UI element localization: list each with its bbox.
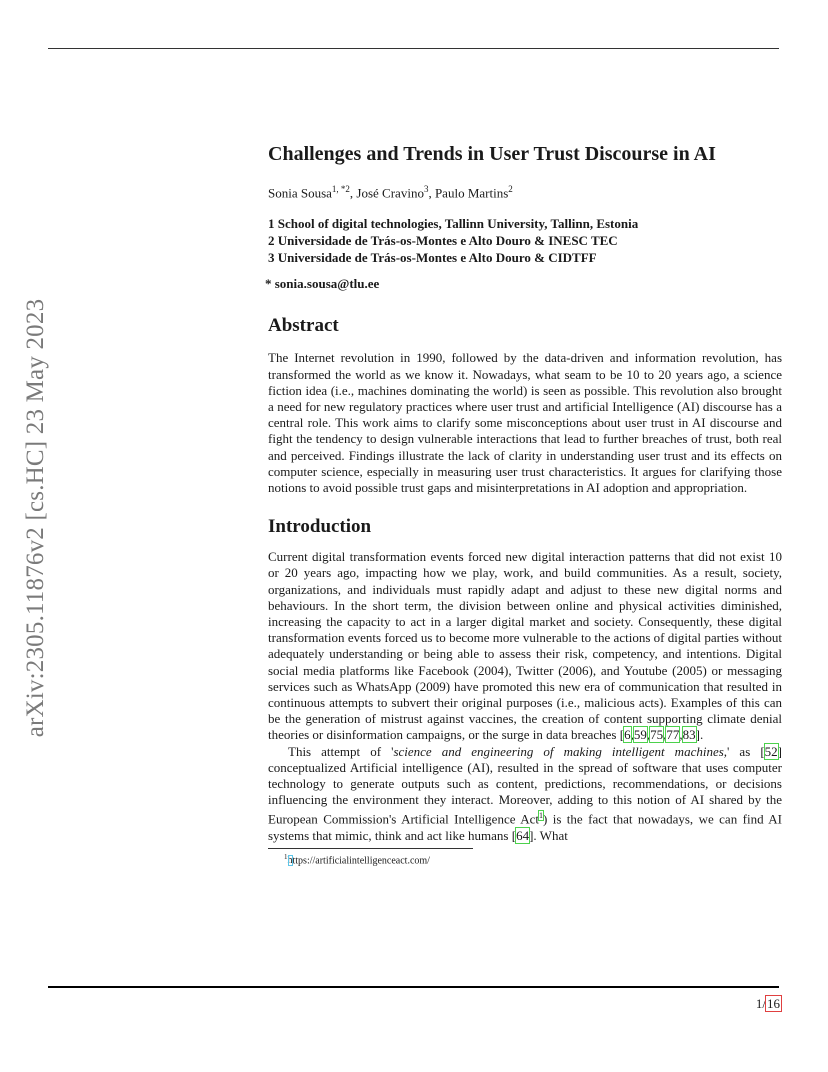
page-number (756, 996, 781, 1012)
paragraph-text: . (699, 727, 704, 743)
citation-link[interactable]: 6 (624, 727, 631, 743)
citation-link[interactable]: 77 (666, 727, 680, 743)
quoted-definition: science and engineering of making intelligent machines, (393, 743, 728, 759)
corresponding-email: * sonia.sousa@tlu.ee (265, 276, 380, 292)
paragraph-text: conceptualized Artificial intelligence (AI), resulted in the spread of software that uses computer technology to generate outputs such as content, predictions, recommendations, or decisions influencing the environment they interact. Moreover, adding to this notion of AI shared by the European Commission's Artificial Intelligence Act (268, 759, 782, 827)
footnote-url-link[interactable]: h (287, 855, 293, 867)
citation-link[interactable]: 59 (633, 727, 647, 743)
footnote (284, 851, 782, 867)
affiliation: 2 Universidade de Trás-os-Montes e Alto Douro & INESC TEC (268, 233, 618, 249)
affiliation: 1 School of digital technologies, Tallinn University, Tallinn, Estonia (268, 216, 639, 232)
author-name: Paulo Martins (434, 185, 509, 201)
intro-paragraph: Current digital transformation events forced new digital interaction patterns that did not exist 10 or 20 years ago, impacting how we play, work, and build communities. As a result, society, organizations, and individuals must rapidly adapt and adjust to these new digital norms and behaviours. In the short term, the division between online and physical activities diminished, increasing the capacity to act in a larger digital market and society. Consequently, these digital transformation events forced us to become more vulnerable to the actions of digital parties without adequately understanding or being able to assess their risk, competency, and intentions. Digital social media platforms like Facebook (2004), Twitter (2006), and Youtube (2005) or messaging services such as WhatsApp (2009) have promoted this new era of communication that resulted in continuous attempts to subvert their original purposes (i.e., malicious acts). Examples of this can be the generation of mistrust against vaccines, the creation of content supporting climate denial theories or disinformation campaigns, or the surge in data breaches [6,59,75,77,83]. (268, 549, 782, 743)
author-list: Sonia Sousa$^{1, *2}$, José Cravino$^3$, Paulo Martins$^2$ (268, 184, 513, 201)
paragraph-text: This attempt of ' (288, 743, 394, 759)
page-separator: / (762, 996, 766, 1011)
paper-content (265, 141, 782, 867)
top-rule (48, 48, 779, 49)
citation-link[interactable]: 64 (516, 827, 530, 843)
paragraph-text: Current digital transformation events forced new digital interaction patterns that did not exist 10 or 20 years ago, impacting how we play, work, and build communities. As a result, society, organizations, and individuals must rapidly adapt and adjust to these new digital norms and behaviours. In the short term, the division between online and physical activities diminished, increasing the capacity to act in a larger digital market and society. Consequently, these digital transformation events forced us to become more vulnerable to the actions of digital parties without adequately understanding or being able to assess their risk, competency, and intentions. Digital social media platforms like Facebook (2004), Twitter (2006), and Youtube (2005) or messaging services such as WhatsApp (2009) have promoted this new era of communication that resulted in continuous attempts to subvert their original purposes (i.e., malicious acts). Examples of this can be the generation of mistrust against vaccines, the creation of content supporting climate denial theories or disinformation campaigns, or the surge in data breaches (268, 549, 782, 743)
affiliation-list (268, 215, 782, 266)
author-affil-mark: 2 (508, 184, 513, 194)
page-current: 1 (755, 996, 763, 1011)
page-total-link[interactable]: 16 (767, 996, 780, 1011)
paragraph-text: . What (533, 827, 568, 843)
citation-link[interactable]: 52 (764, 743, 778, 759)
paragraph-text: ) is the fact that nowadays, we can find AI systems that mimic, think and act like humans (268, 811, 782, 843)
citation-link[interactable]: 83 (682, 727, 696, 743)
bottom-rule (48, 986, 779, 988)
author-name: José Cravino (356, 185, 424, 201)
footnote-url-text[interactable]: ttps://artificialintelligenceact.com/ (292, 855, 430, 867)
paragraph-text: ' as (727, 743, 761, 759)
citation-link[interactable]: 75 (650, 727, 664, 743)
abstract-text: The Internet revolution in 1990, followed by the data-driven and information revolution, has transformed the world as we know it. Nowadays, what seam to be 10 to 20 years ago, a science fiction idea (i.e., machines dominating the world) is seen as possible. This revolution also brought a need for new regulatory practices where user trust and artificial Intelligence (AI) discourse has a central role. This work aims to clarify some misconceptions about user trust in AI discourse and fight the tendency to design vulnerable interactions that lead to further breaches of trust, both real and perceived. Findings illustrate the lack of clarity in understanding user trust and its effects on computer science, especially in measuring user trust characteristics. It argues for clarifying those notions to avoid possible trust gaps and misinterpretations in AI adoption and appropriation. (268, 350, 782, 495)
footnote-rule (268, 848, 473, 849)
footnote-marker[interactable]: 1 (538, 811, 543, 821)
author-name: Sonia Sousa (268, 185, 332, 201)
author-affil-mark: 3 (423, 184, 429, 194)
author-affil-mark: 1, *2 (331, 184, 350, 194)
arxiv-identifier[interactable]: arXiv:2305.11876v2 [cs.HC] 23 May 2023 (22, 298, 49, 738)
introduction-heading: Introduction (268, 516, 372, 538)
abstract-heading: Abstract (268, 315, 339, 337)
footnote-number: 1 (284, 853, 288, 862)
paper-title: Challenges and Trends in User Trust Discourse in AI (268, 143, 716, 165)
intro-paragraph: This attempt of 'science and engineering of making intelligent machines,' as [52] conceptualized Artificial intelligence (AI), resulted in the spread of software that uses computer technology to generate outputs such as content, predictions, recommendations, or decisions influencing the environment they interact. Moreover, adding to this notion of AI shared by the European Commission's Artificial Intelligence Act$^1$) is the fact that nowadays, we can find AI systems that mimic, think and act like humans [64]. What (268, 743, 782, 843)
affiliation: 3 Universidade de Trás-os-Montes e Alto Douro & CIDTFF (268, 250, 597, 266)
